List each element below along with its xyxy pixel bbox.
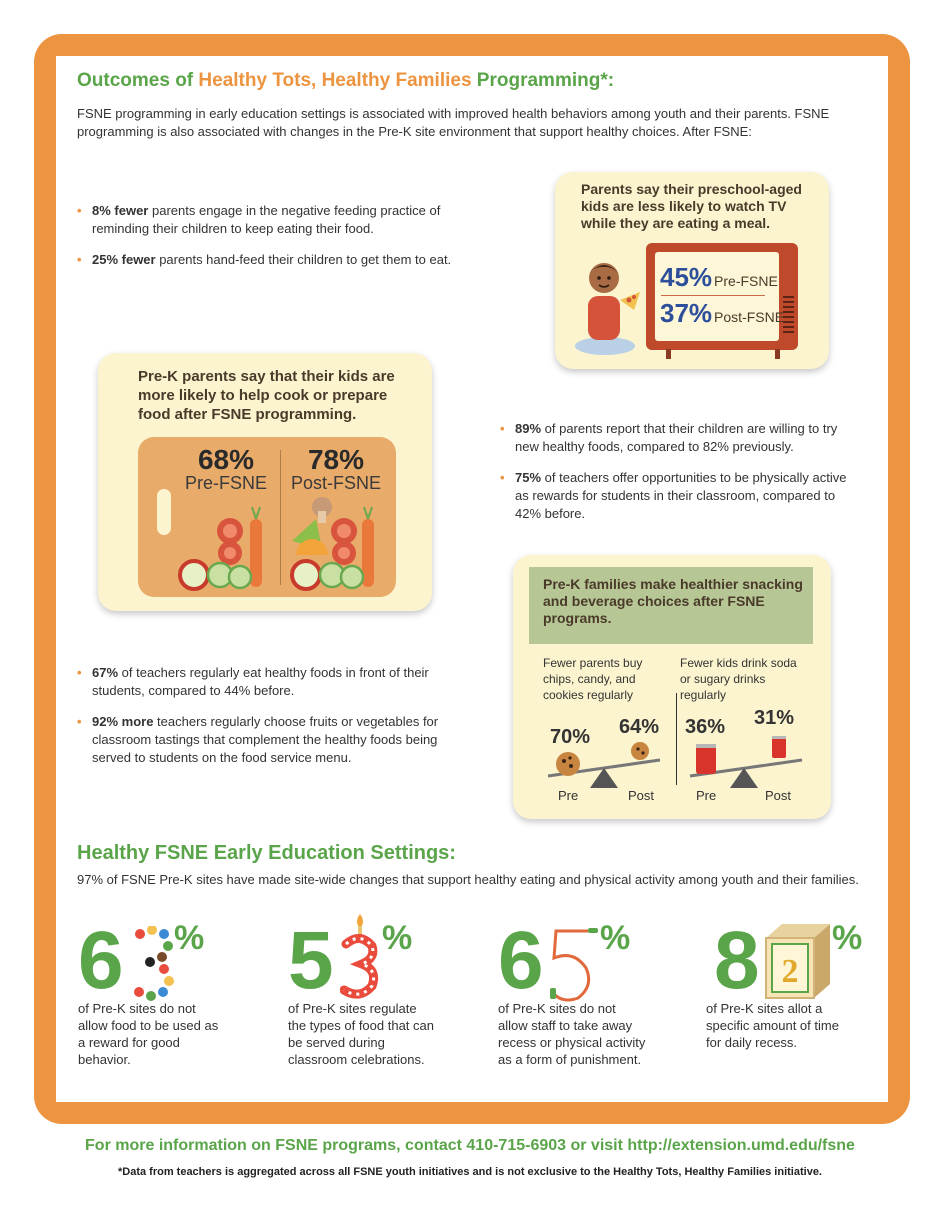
child-eating-illustration bbox=[574, 258, 644, 360]
cook-post-label: Post-FSNE bbox=[290, 473, 382, 493]
list-item: • 8% fewer parents engage in the negative feeding practice of reminding their children to keep eating their food. bbox=[77, 202, 497, 238]
tv-card-title: Parents say their preschool-aged kids are less likely to watch TV while they are eating a meal. bbox=[581, 181, 802, 231]
toy-block-icon bbox=[762, 922, 834, 1002]
cook-pre-value: 68% bbox=[197, 444, 255, 475]
list-item: • 75% of teachers offer opportunities to be physically active as rewards for students in their classroom, compared to 42% before. bbox=[500, 469, 860, 523]
list-item: • 92% more teachers regularly choose fruits or vegetables for classroom tastings that complement the healthy foods being served to students on the food service menu. bbox=[77, 713, 467, 767]
settings-intro: 97% of FSNE Pre-K sites have made site-wide changes that support healthy eating and physical activity among youth and their families. bbox=[77, 872, 859, 887]
jump-rope-five-icon bbox=[548, 926, 600, 1004]
bullet-list-teachers bbox=[77, 664, 467, 780]
snack-right-post-label: Post bbox=[765, 788, 792, 803]
snack-left-post-label: Post bbox=[628, 788, 655, 803]
snack-right-pre-label: Pre bbox=[696, 788, 717, 803]
cooking-card-title: Pre-K parents say that their kids are more likely to help cook or prepare food after FSNE programming. bbox=[138, 368, 395, 423]
snack-right-post: 31% bbox=[754, 707, 795, 729]
tv-post-stat: 37% Post-FSNE bbox=[660, 298, 785, 328]
bullet-list-children-teachers bbox=[500, 420, 860, 536]
snack-right-label: Fewer kids drink soda or sugary drinks regularly bbox=[680, 656, 797, 702]
tv-pre-stat: 45% Pre-FSNE bbox=[660, 262, 778, 292]
stat-recess-punishment-desc: of Pre-K sites do not allow staff to take away recess or physical activity as a form of punishment. bbox=[498, 1001, 646, 1067]
page-title: Outcomes of Healthy Tots, Healthy Families Programming*: bbox=[77, 70, 615, 91]
soda-balance-scale bbox=[684, 726, 810, 794]
candy-three-icon bbox=[130, 926, 176, 1002]
contact-info: For more information on FSNE programs, contact 410-715-6903 or visit http://extension.umd.edu/fsne bbox=[85, 1137, 855, 1154]
snacking-card-title: Pre-K families make healthier snacking and beverage choices after FSNE programs. bbox=[543, 576, 803, 626]
tv-leg bbox=[775, 349, 780, 359]
stat-digit: 6 bbox=[78, 915, 124, 1006]
stat-percent-sign: % bbox=[832, 919, 863, 957]
stat-daily-recess-desc: of Pre-K sites allot a specific amount of time for daily recess. bbox=[706, 1001, 839, 1050]
toy-block-digit: 2 bbox=[781, 953, 799, 990]
snack-right-pre: 36% bbox=[685, 716, 726, 738]
cutting-board-handle bbox=[157, 489, 171, 535]
stat-celebration-food bbox=[288, 915, 478, 1006]
cookie-balance-scale bbox=[540, 736, 670, 794]
stat-food-reward bbox=[78, 915, 268, 1006]
stat-digit: 5 bbox=[288, 915, 334, 1006]
footnote: *Data from teachers is aggregated across all FSNE youth initiatives and is not exclusive to the Healthy Tots, Healthy Families initiative. bbox=[117, 1166, 822, 1178]
vegetables-illustration bbox=[174, 505, 270, 593]
list-item: • 89% of parents report that their children are willing to try new healthy foods, compared to 82% previously. bbox=[500, 420, 860, 456]
snack-left-pre: 70% bbox=[550, 726, 591, 748]
stat-food-reward-desc: of Pre-K sites do not allow food to be used as a reward for good behavior. bbox=[78, 1001, 219, 1067]
snack-separator bbox=[676, 693, 677, 785]
intro-paragraph: FSNE programming in early education settings is associated with improved health behaviors among youth and their parents. FSNE programming is also associated with changes in the Pre-K site environment that support healthy choices. After FSNE: bbox=[77, 106, 830, 139]
stat-digit: 6 bbox=[498, 915, 544, 1006]
stat-percent-sign: % bbox=[600, 919, 631, 957]
bullet-list-feeding bbox=[77, 202, 497, 282]
vegetables-with-fruit-illustration bbox=[286, 497, 382, 593]
birthday-candle-three-icon bbox=[340, 912, 380, 1004]
snack-left-label: Fewer parents buy chips, candy, and cookies regularly bbox=[543, 656, 643, 702]
list-item: • 25% fewer parents hand-feed their children to get them to eat. bbox=[77, 251, 497, 269]
stat-digit: 8 bbox=[714, 915, 760, 1006]
list-item: • 67% of teachers regularly eat healthy foods in front of their students, compared to 44% before. bbox=[77, 664, 467, 700]
settings-section-title: Healthy FSNE Early Education Settings: bbox=[77, 842, 456, 864]
stat-percent-sign: % bbox=[382, 919, 413, 957]
tv-divider bbox=[661, 295, 765, 296]
cook-pre-label: Pre-FSNE bbox=[184, 473, 267, 493]
snack-left-post: 64% bbox=[619, 716, 660, 738]
tv-speaker-grille bbox=[783, 296, 794, 336]
stat-celebration-food-desc: of Pre-K sites regulate the types of food that can be served during classroom celebrations. bbox=[288, 1001, 434, 1067]
cutting-board-divider bbox=[280, 450, 281, 585]
tv-leg bbox=[666, 349, 671, 359]
stat-daily-recess bbox=[714, 915, 904, 1006]
snack-left-pre-label: Pre bbox=[558, 788, 579, 803]
stat-percent-sign: % bbox=[174, 919, 205, 957]
cook-post-value: 78% bbox=[307, 444, 365, 475]
stat-recess-punishment bbox=[498, 915, 688, 1006]
